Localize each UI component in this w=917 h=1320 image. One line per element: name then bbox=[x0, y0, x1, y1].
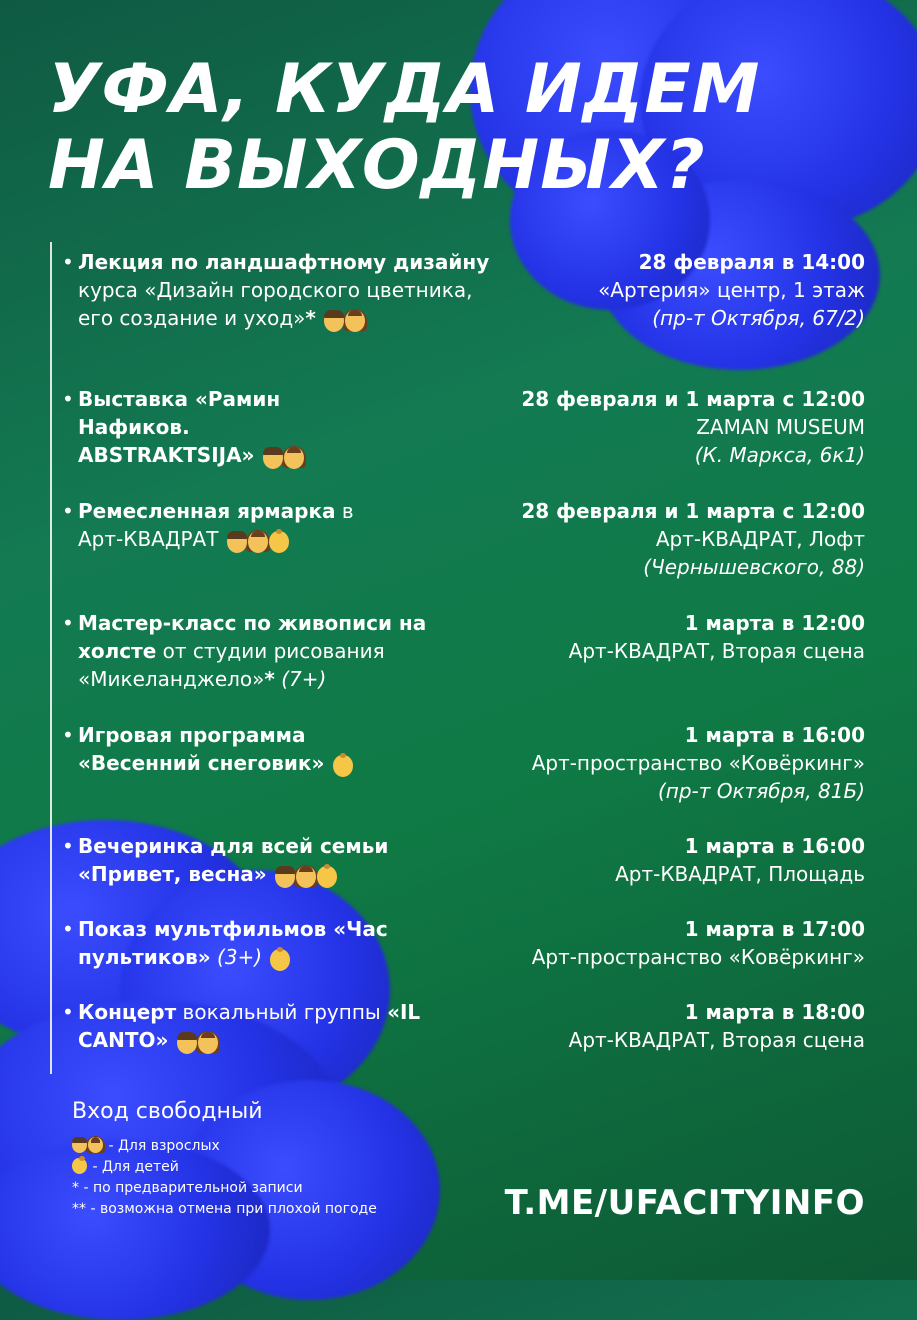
event-subtitle: от студии рисования «Микеланджело» bbox=[78, 639, 385, 691]
woman-emoji-icon bbox=[296, 866, 316, 888]
timeline-divider bbox=[50, 242, 52, 1074]
event-description bbox=[62, 832, 458, 891]
event-venue: Арт-пространство «Ковёркинг» bbox=[531, 945, 865, 969]
event-title: Вечеринка для всей семьи «Привет, весна» bbox=[78, 834, 389, 886]
event-address: (К. Маркса, 6к1) bbox=[694, 443, 865, 467]
woman-emoji-icon bbox=[284, 447, 304, 469]
event-details bbox=[445, 248, 865, 332]
event-venue: Арт-КВАДРАТ, Площадь bbox=[615, 862, 865, 886]
event-description bbox=[62, 998, 438, 1057]
legend-prereg: * - по предварительной записи bbox=[72, 1180, 303, 1196]
event-subtitle: курса «Дизайн городского цветника, его создание и уход» bbox=[78, 278, 473, 330]
event-details bbox=[445, 497, 865, 581]
event-title: Мастер-класс по живописи на холсте bbox=[78, 611, 427, 663]
bullet-icon: • bbox=[62, 387, 74, 411]
audience-icons bbox=[333, 752, 354, 780]
event-details bbox=[445, 998, 865, 1054]
baby-emoji-icon bbox=[270, 949, 290, 971]
audience-icons bbox=[263, 444, 305, 472]
man-emoji-icon bbox=[263, 447, 283, 469]
event-description bbox=[62, 721, 408, 780]
woman-emoji-icon bbox=[198, 1032, 218, 1054]
legend-weather: ** - возможна отмена при плохой погоде bbox=[72, 1201, 377, 1217]
event-address: (пр-т Октября, 67/2) bbox=[652, 306, 865, 330]
event-title: Игровая программа «Весенний снеговик» bbox=[78, 723, 325, 775]
event-title: Показ мультфильмов «Час пультиков» bbox=[78, 917, 388, 969]
event-venue: Арт-КВАДРАТ, Вторая сцена bbox=[568, 639, 865, 663]
event-address: (Чернышевского, 88) bbox=[643, 555, 865, 579]
event-details bbox=[445, 609, 865, 665]
legend-kids bbox=[72, 1157, 377, 1178]
telegram-link[interactable]: T.ME/UFACITYINFO bbox=[504, 1183, 865, 1223]
page-title bbox=[48, 52, 760, 204]
man-emoji-icon bbox=[275, 866, 295, 888]
event-venue: Арт-пространство «Ковёркинг» bbox=[531, 751, 865, 775]
event-details bbox=[445, 721, 865, 805]
event-datetime: 1 марта в 16:00 bbox=[684, 834, 865, 858]
bullet-icon: • bbox=[62, 499, 74, 523]
event-venue: ZAMAN MUSEUM bbox=[696, 415, 865, 439]
man-emoji-icon bbox=[324, 310, 344, 332]
bullet-icon: • bbox=[62, 1000, 74, 1024]
legend-kids-label: - Для детей bbox=[92, 1159, 179, 1175]
baby-emoji-icon bbox=[269, 531, 289, 553]
bullet-icon: • bbox=[62, 723, 74, 747]
event-datetime: 1 марта в 12:00 bbox=[684, 611, 865, 635]
audience-icons bbox=[324, 307, 366, 335]
audience-icons bbox=[275, 863, 338, 891]
event-venue: «Артерия» центр, 1 этаж bbox=[598, 278, 865, 302]
title-line-2: НА ВЫХОДНЫХ? bbox=[48, 126, 706, 205]
event-venue: Арт-КВАДРАТ, Лофт bbox=[655, 527, 865, 551]
audience-icons bbox=[227, 528, 290, 556]
legend-adults bbox=[72, 1136, 377, 1157]
event-details bbox=[445, 385, 865, 469]
event-subtitle: вокальный группы bbox=[176, 1000, 388, 1024]
legend-adults-label: - Для взрослых bbox=[108, 1138, 220, 1154]
event-datetime: 1 марта в 18:00 bbox=[684, 1000, 865, 1024]
event-description bbox=[62, 497, 378, 556]
event-title: Концерт bbox=[78, 1000, 177, 1024]
event-title-part: «IL CANTO» bbox=[78, 1000, 421, 1052]
bullet-icon: • bbox=[62, 611, 74, 635]
prereg-mark: * bbox=[305, 306, 316, 330]
event-details bbox=[445, 915, 865, 971]
event-description bbox=[62, 609, 478, 693]
audience-icons bbox=[177, 1029, 219, 1057]
man-emoji-icon bbox=[177, 1032, 197, 1054]
bullet-icon: • bbox=[62, 250, 74, 274]
event-description bbox=[62, 915, 398, 974]
woman-emoji-icon bbox=[88, 1137, 103, 1153]
bullet-icon: • bbox=[62, 917, 74, 941]
event-title: Выставка «Рамин Нафиков. ABSTRAKTSIJA» bbox=[78, 387, 281, 467]
baby-emoji-icon bbox=[72, 1158, 87, 1174]
event-description bbox=[62, 248, 498, 335]
age-limit: (7+) bbox=[274, 667, 327, 691]
event-datetime: 28 февраля и 1 марта с 12:00 bbox=[521, 499, 865, 523]
event-subtitle: в Арт-КВАДРАТ bbox=[78, 499, 354, 551]
audience-icons bbox=[270, 946, 291, 974]
event-datetime: 1 марта в 16:00 bbox=[684, 723, 865, 747]
age-limit: (3+) bbox=[210, 945, 263, 969]
man-emoji-icon bbox=[72, 1137, 87, 1153]
free-entry-label: Вход свободный bbox=[72, 1099, 263, 1124]
event-venue: Арт-КВАДРАТ, Вторая сцена bbox=[568, 1028, 865, 1052]
event-title: Лекция по ландшафтному дизайну bbox=[78, 250, 490, 274]
event-datetime: 28 февраля и 1 марта с 12:00 bbox=[521, 387, 865, 411]
event-description bbox=[62, 385, 338, 472]
woman-emoji-icon bbox=[248, 531, 268, 553]
baby-emoji-icon bbox=[333, 755, 353, 777]
event-datetime: 28 февраля в 14:00 bbox=[638, 250, 865, 274]
event-address: (пр-т Октября, 81Б) bbox=[657, 779, 865, 803]
bullet-icon: • bbox=[62, 834, 74, 858]
legend bbox=[72, 1136, 377, 1220]
event-details bbox=[445, 832, 865, 888]
prereg-mark: * bbox=[264, 667, 275, 691]
event-title: Ремесленная ярмарка bbox=[78, 499, 336, 523]
event-datetime: 1 марта в 17:00 bbox=[684, 917, 865, 941]
title-line-1: УФА, КУДА ИДЕМ bbox=[48, 50, 761, 129]
woman-emoji-icon bbox=[345, 310, 365, 332]
man-emoji-icon bbox=[227, 531, 247, 553]
baby-emoji-icon bbox=[317, 866, 337, 888]
